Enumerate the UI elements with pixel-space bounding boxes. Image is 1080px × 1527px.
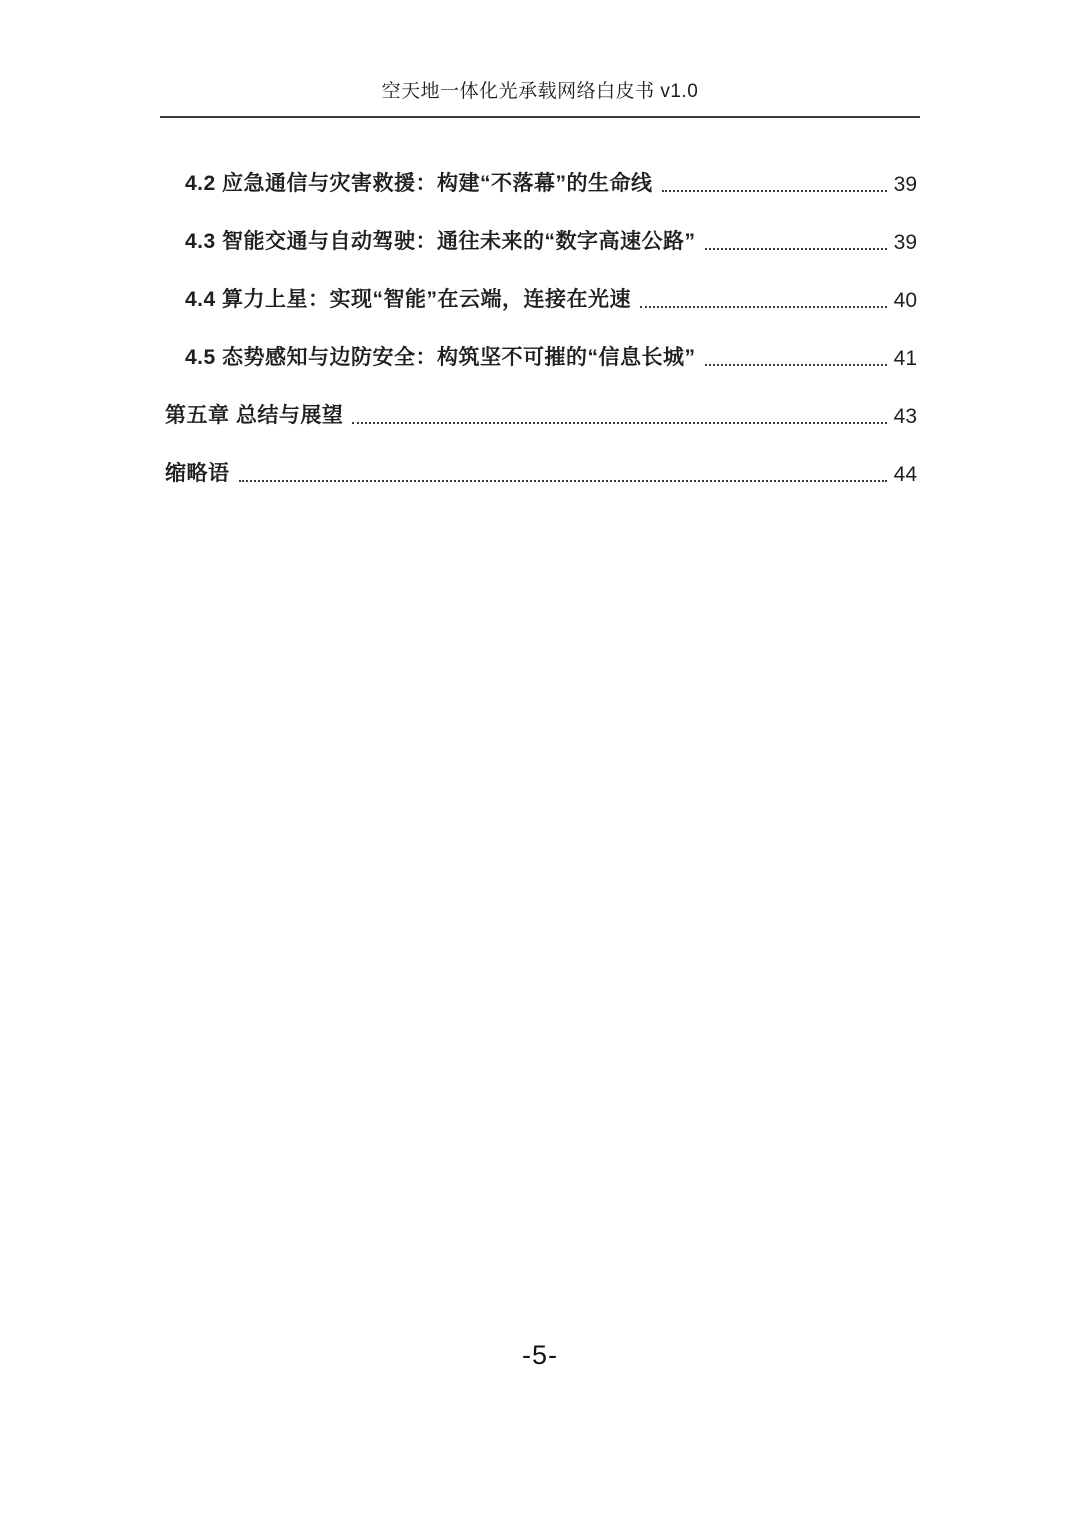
toc-leader-dots: [640, 306, 887, 308]
toc-entry-label: 4.4 算力上星：实现“智能”在云端，连接在光速: [185, 288, 632, 311]
toc-entry-label: 4.2 应急通信与灾害救援：构建“不落幕”的生命线: [185, 172, 653, 195]
toc-entry-label: 缩略语: [165, 462, 230, 485]
toc-leader-dots: [705, 364, 887, 366]
toc-entry-4-3[interactable]: [165, 214, 917, 272]
toc-entry-label: 4.5 态势感知与边防安全：构筑坚不可摧的“信息长城”: [185, 346, 696, 369]
toc-entry-label: 第五章 总结与展望: [165, 404, 344, 427]
toc-leader-dots: [239, 480, 887, 482]
toc-entry-4-5[interactable]: [165, 330, 917, 388]
toc-entry-4-2[interactable]: [165, 156, 917, 214]
toc-entry-chapter-5[interactable]: [165, 388, 917, 446]
toc-entry-page: 39: [893, 231, 917, 254]
toc-leader-dots: [705, 248, 887, 250]
toc-entry-page: 43: [893, 405, 917, 428]
toc-entry-page: 39: [893, 173, 917, 196]
page-header-title: 空天地一体化光承载网络白皮书 v1.0: [381, 81, 699, 102]
toc-entry-4-4[interactable]: [165, 272, 917, 330]
toc-entry-label: 4.3 智能交通与自动驾驶：通往未来的“数字高速公路”: [185, 230, 696, 253]
toc-entry-page: 40: [893, 289, 917, 312]
toc-entry-abbreviations[interactable]: [165, 446, 917, 504]
toc-entry-page: 44: [893, 463, 917, 486]
toc-entry-page: 41: [893, 347, 917, 370]
toc-leader-dots: [352, 422, 886, 424]
toc-list: [165, 156, 917, 504]
header-divider: [160, 116, 920, 118]
footer-page-number: -5-: [522, 1340, 558, 1370]
toc-leader-dots: [662, 190, 887, 192]
